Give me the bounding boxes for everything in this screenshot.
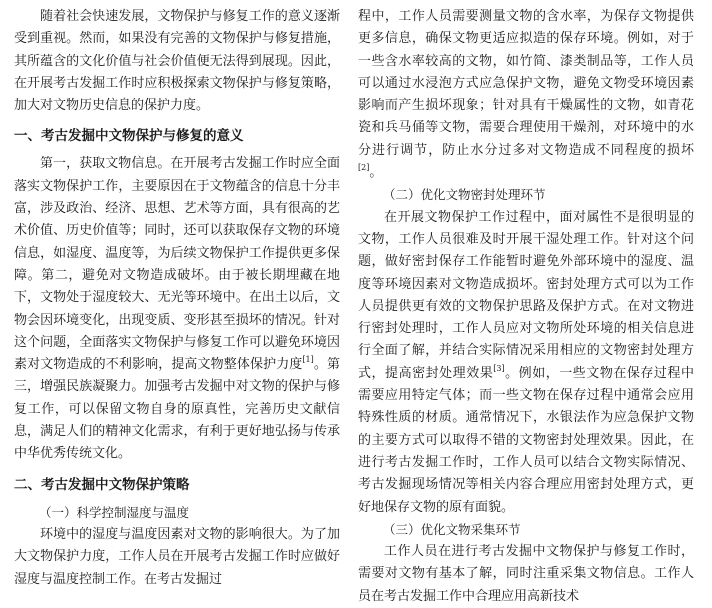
continued-text-a: 程中，工作人员需要测量文物的含水率，为保存文物提供更多信息，确保文物更适应拟造的保存环境。例如，对于一些含水率较高的文物，如竹简、漆类制品等，工作人员可以通过水浸泡方式应急保护文物，避免文物受环境因素影响而产生损坏现象；针对具有干燥属性的文物，如青花瓷和兵马俑等文物，需要合理使用干燥剂，对环境中的水分进行调节，防止水分过多对文物造成不同程度的损坏 — [358, 9, 694, 158]
right-column — [358, 6, 694, 608]
subsection-1-heading: （一）科学控制湿度与温度 — [39, 504, 190, 520]
section-1-heading: 一、考古发掘中文物保护与修复的意义 — [14, 128, 244, 145]
intro-paragraph: 随着社会快速发展，文物保护与修复工作的意义逐渐受到重视。然而，如果没有完善的文物保护与修复措施，其所蕴含的文化价值与社会价值便无法得到展现。因此，在开展考古发掘工作时应积极探索文物保护与修复策略，加大对文物历史信息的保护力度。 — [14, 9, 340, 114]
continued-text-b: 。 — [369, 165, 383, 181]
left-column — [14, 6, 340, 591]
subsection-2-text-a: 在开展文物保护工作过程中，面对属性不是很明显的文物，工作人员很难及时开展干湿处理工作。针对这个问题，做好密封保存工作能暂时避免外部环境中的湿度、温度等环境因素对文物造成损坏。密封处理方式可以为工作人员提供更有效的文物保护思路及保护方式。在对文物进行密封处理时，工作人员应对文物所处环境的相关信息进行全面了解，并结合实际情况采用相应的文物密封处理方式，提高密封处理效果 — [358, 209, 694, 381]
section-1-text-b: 。第三，增强民族凝聚力。加强考古发掘中对文物的保护与修复工作，可以保留文物自身的原真性，完善历史文献信息，满足人们的精神文化需求，有利于更好地弘扬与传承中华优秀传统文化。 — [14, 357, 340, 462]
subsection-2-paragraph — [358, 207, 694, 519]
subsection-3-heading: （三）优化文物采集环节 — [383, 521, 521, 537]
subsection-2-text-b: 。例如，一些文物在保存过程中需要应用特定气体；而一些文物在保存过程中通常会应用特殊性质的材质。通常情况下，水银法作为应急保护文物的主要方式可以取得不错的文物密封处理效果。因此，在进行考古发掘工作时，工作人员可以结合文物实际情况、考古发掘现场情况等相关内容合理应用密封处理方式，更好地保存文物的原有面貌。 — [358, 365, 694, 515]
section-1-paragraph — [14, 153, 340, 465]
citation-1: [1] — [302, 355, 314, 365]
continued-paragraph — [358, 6, 694, 184]
section-2-heading: 二、考古发掘中文物保护策略 — [14, 476, 190, 493]
subsection-3-paragraph: 工作人员在进行考古发掘中文物保护与修复工作时，需要对文物有基本了解，同时注重采集文物信息。工作人员在考古发掘工作中合理应用高新技术 — [358, 544, 694, 604]
subsection-2-heading: （二）优化文物密封处理环节 — [383, 187, 546, 203]
citation-3: [3] — [493, 363, 505, 373]
citation-2: [2] — [358, 163, 370, 173]
section-1-text-a: 第一，获取文物信息。在开展考古发掘工作时应全面落实文物保护工作，主要原因在于文物蕴含的信息十分丰富，涉及政治、经济、思想、艺术等方面，具有很高的艺术价值、历史价值等；同时，还可以获取保存文物的环境信息，如湿度、温度等，为后续文物保护工作提供更多保障。第二，避免对文物造成破坏。由于被长期埋藏在地下，文物处于湿度较大、无光等环境中。在出土以后，文物会因环境变化，出现变质、变形甚至损坏的情况。针对这个问题，全面落实文物保护与修复工作可以避免环境因素对文物造成的不利影响，提高文物整体保护力度 — [14, 156, 340, 373]
subsection-1-paragraph: 环境中的湿度与温度因素对文物的影响很大。为了加大文物保护力度，工作人员在开展考古发掘工作时应做好湿度与温度控制工作。在考古发掘过 — [14, 526, 340, 587]
